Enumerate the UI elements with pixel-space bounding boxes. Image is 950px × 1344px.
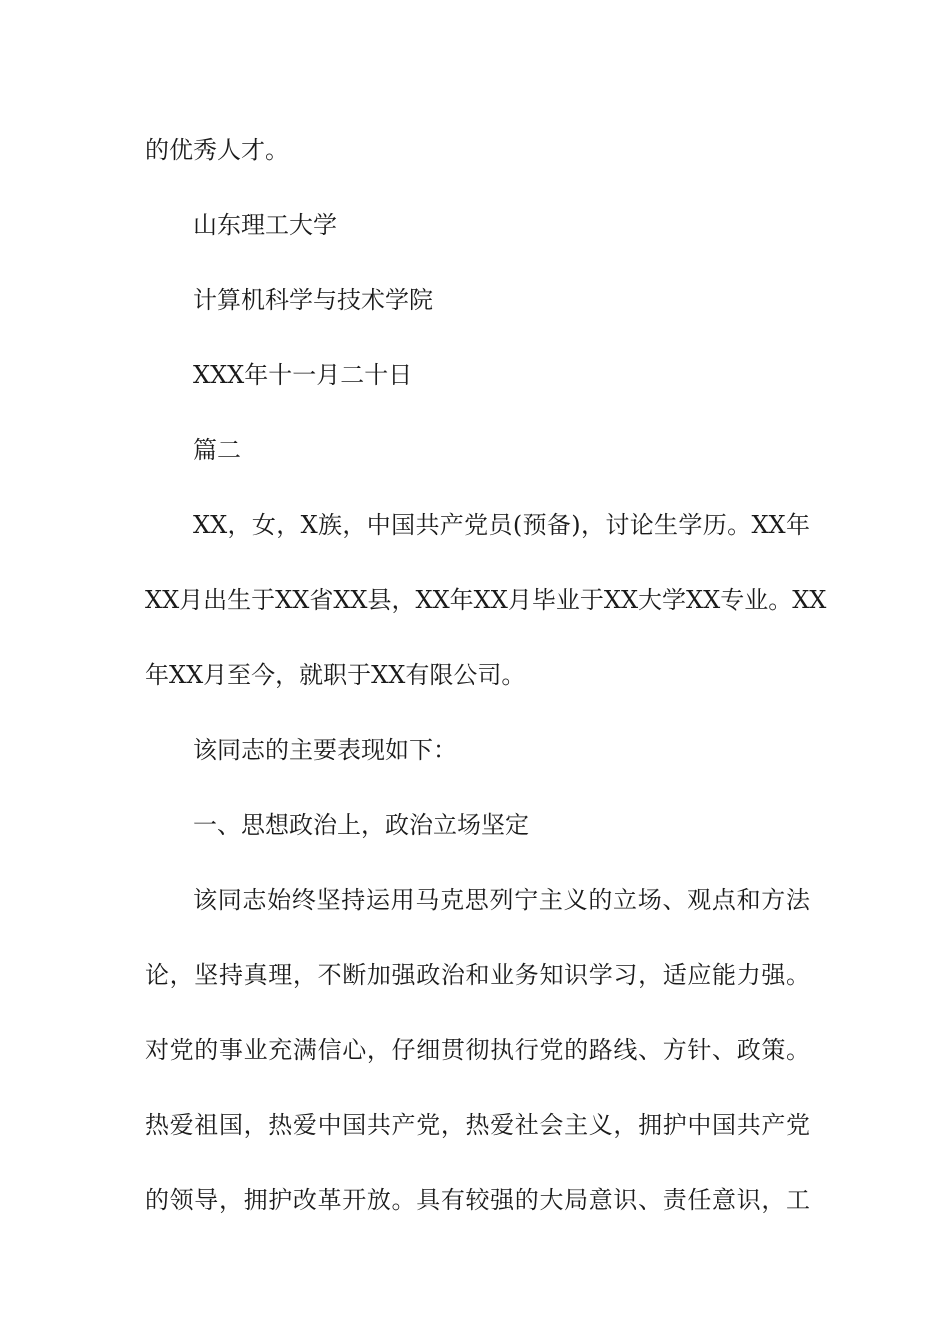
paragraph-line: 的优秀人才。 [145, 136, 289, 164]
subsection-heading: 一、思想政治上，政治立场坚定 [193, 811, 529, 839]
paragraph-line: 该同志的主要表现如下： [193, 736, 457, 764]
paragraph-line: XX，女，X族，中国共产党员(预备)，讨论生学历。XX年 [193, 511, 810, 539]
signature-college: 计算机科学与技术学院 [193, 286, 433, 314]
paragraph-line: 论，坚持真理，不断加强政治和业务知识学习，适应能力强。 [145, 961, 810, 989]
paragraph-line: 的领导，拥护改革开放。具有较强的大局意识、责任意识，工 [145, 1186, 810, 1214]
paragraph-line: 年XX月至今，就职于XX有限公司。 [145, 661, 526, 689]
paragraph-line: XX月出生于XX省XX县，XX年XX月毕业于XX大学XX专业。XX [145, 586, 827, 614]
signature-date: XXX年十一月二十日 [193, 361, 413, 389]
paragraph-line: 热爱祖国，热爱中国共产党，热爱社会主义，拥护中国共产党 [145, 1111, 810, 1139]
section-heading: 篇二 [193, 436, 241, 464]
paragraph-line: 该同志始终坚持运用马克思列宁主义的立场、观点和方法 [193, 886, 810, 914]
paragraph-line: 对党的事业充满信心，仔细贯彻执行党的路线、方针、政策。 [145, 1036, 810, 1064]
signature-university: 山东理工大学 [193, 211, 337, 239]
